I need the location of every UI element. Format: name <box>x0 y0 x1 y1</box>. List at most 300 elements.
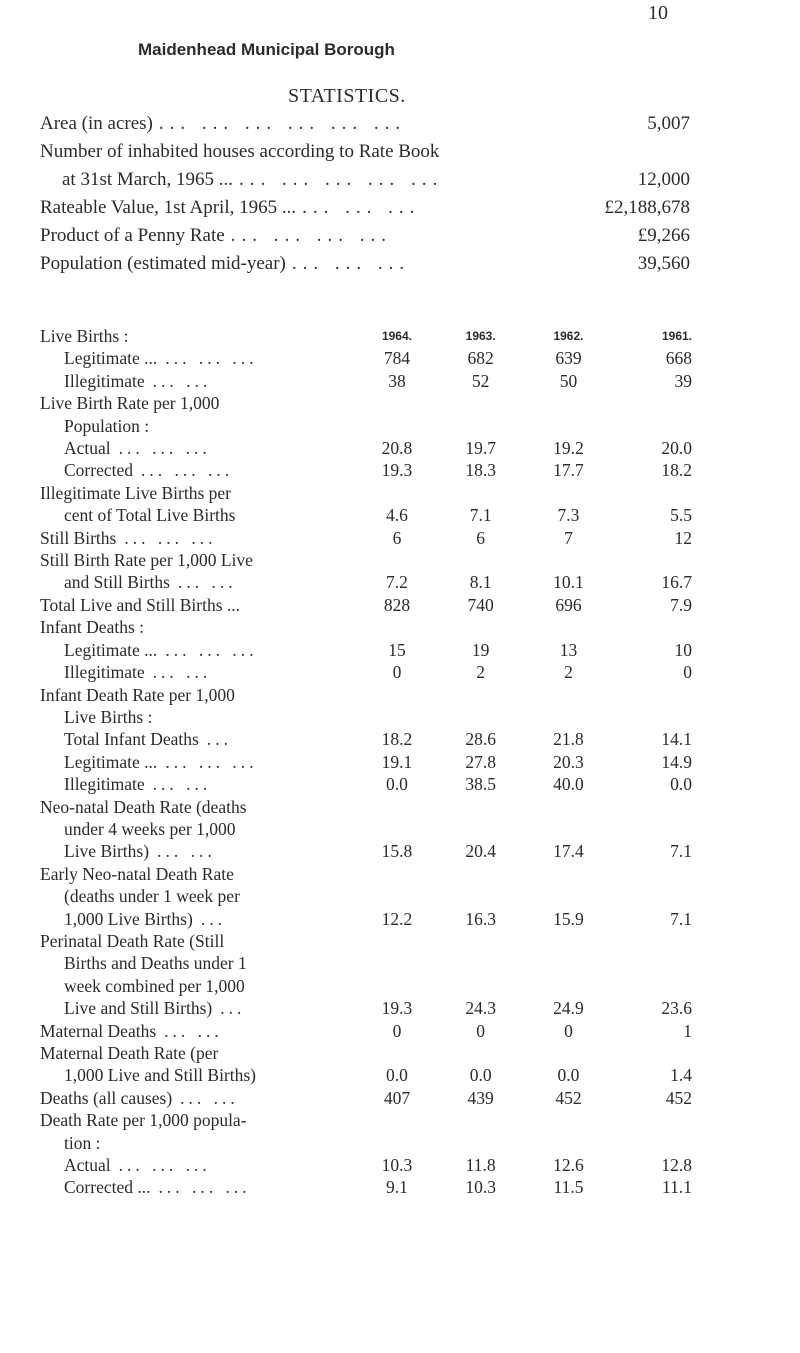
cell-value <box>361 616 432 638</box>
row-label <box>40 1042 361 1064</box>
cell-value: 13 <box>559 639 578 660</box>
cell-value <box>433 549 529 571</box>
row-label <box>40 975 361 997</box>
cell-value <box>608 1042 700 1064</box>
cell-value: 15.8 <box>381 841 413 862</box>
row-label-text: 1,000 Live and Still Births) <box>64 1065 257 1086</box>
year-header: 1964. <box>381 329 412 343</box>
stat-value: £9,266 <box>637 225 690 246</box>
cell-value: 4.6 <box>386 505 408 526</box>
row-label <box>40 639 361 661</box>
row-leader-dots: ... ... ... <box>118 1155 211 1176</box>
cell-value: 14.9 <box>661 751 692 772</box>
row-label <box>40 616 361 638</box>
row-label <box>40 661 361 683</box>
cell-value: 19.2 <box>553 438 584 459</box>
cell-value <box>608 1132 700 1154</box>
table-row <box>40 594 700 616</box>
cell-value: 2 <box>564 662 573 683</box>
table-row <box>40 347 700 369</box>
row-label-text: and Still Births <box>64 572 170 593</box>
row-label <box>40 571 361 593</box>
stat-leader-dots: ... ... ... <box>291 253 411 274</box>
stat-row <box>40 250 690 278</box>
row-leader-dots: ... ... <box>157 841 216 862</box>
stat-leader-dots: ... ... ... ... ... ... <box>158 113 407 134</box>
row-label <box>40 840 361 862</box>
table-row <box>40 751 700 773</box>
cell-value: 2 <box>476 662 486 683</box>
cell-value: 452 <box>555 1087 582 1108</box>
year-header: 1961. <box>661 329 692 343</box>
row-label-text: Still Births <box>40 527 117 548</box>
table-row <box>40 549 700 571</box>
cell-value: 1.4 <box>670 1065 692 1086</box>
table-row <box>40 1154 700 1176</box>
cell-value: 12.8 <box>661 1155 692 1176</box>
row-label-text: Births and Deaths under 1 <box>64 953 247 974</box>
row-label <box>40 370 361 392</box>
cell-value <box>529 392 609 414</box>
table-row <box>40 1042 700 1064</box>
cell-value: 439 <box>467 1087 494 1108</box>
cell-value <box>433 1109 529 1131</box>
cell-value: 20.0 <box>661 438 692 459</box>
cell-value <box>433 885 529 907</box>
cell-value <box>433 930 529 952</box>
vitals-heading: Live Births : <box>40 326 129 346</box>
cell-value: 19.3 <box>381 460 413 481</box>
table-row <box>40 975 700 997</box>
row-leader-dots: ... ... ... <box>118 438 211 459</box>
row-leader-dots: ... <box>200 908 226 929</box>
cell-value <box>529 975 609 997</box>
cell-value <box>608 863 700 885</box>
cell-value: 0.0 <box>469 1065 492 1086</box>
row-label <box>40 482 361 504</box>
cell-value: 19.3 <box>381 998 413 1019</box>
cell-value: 21.8 <box>553 729 584 750</box>
cell-value <box>433 706 529 728</box>
cell-value: 10.3 <box>465 1177 496 1198</box>
cell-value: 39 <box>674 370 692 391</box>
table-row <box>40 504 700 526</box>
row-label-text: Legitimate ... <box>64 348 158 369</box>
cell-value: 1 <box>683 1020 692 1041</box>
general-statistics <box>40 110 690 278</box>
cell-value: 5.5 <box>670 505 692 526</box>
cell-value <box>433 392 529 414</box>
row-label <box>40 908 361 930</box>
cell-value <box>608 930 700 952</box>
row-label <box>40 1176 361 1198</box>
table-row <box>40 908 700 930</box>
stat-row <box>40 110 690 138</box>
stat-row <box>40 166 690 194</box>
cell-value <box>433 818 529 840</box>
row-label <box>40 930 361 952</box>
cell-value: 11.1 <box>662 1177 692 1198</box>
cell-value <box>361 392 432 414</box>
cell-value: 16.7 <box>661 572 692 593</box>
row-leader-dots: ... ... ... <box>158 1177 251 1198</box>
table-row <box>40 885 700 907</box>
row-label-text: Illegitimate <box>64 662 145 683</box>
cell-value <box>361 796 432 818</box>
stat-leader-dots: ... ... ... ... ... <box>238 169 444 190</box>
cell-value <box>529 930 609 952</box>
cell-value: 20.4 <box>465 841 496 862</box>
cell-value: 784 <box>383 348 411 369</box>
row-label-text: Corrected ... <box>64 1177 151 1198</box>
cell-value: 6 <box>392 527 402 548</box>
cell-value <box>433 684 529 706</box>
row-label <box>40 1087 361 1109</box>
row-label <box>40 751 361 773</box>
cell-value <box>529 1042 609 1064</box>
table-row <box>40 1064 700 1086</box>
cell-value: 24.3 <box>465 998 496 1019</box>
table-row <box>40 616 700 638</box>
cell-value: 17.7 <box>553 460 584 481</box>
stat-label: Area (in acres) <box>40 113 153 134</box>
cell-value: 6 <box>476 527 486 548</box>
cell-value <box>608 1109 700 1131</box>
cell-value <box>361 482 432 504</box>
row-label <box>40 549 361 571</box>
cell-value <box>361 930 432 952</box>
table-row <box>40 527 700 549</box>
cell-value <box>608 975 700 997</box>
cell-value <box>361 1042 432 1064</box>
cell-value: 19.7 <box>465 438 496 459</box>
cell-value: 639 <box>555 348 582 369</box>
table-row <box>40 684 700 706</box>
row-leader-dots: ... ... ... <box>141 460 234 481</box>
row-label-text: week combined per 1,000 <box>64 975 245 996</box>
cell-value: 50 <box>559 370 578 391</box>
cell-value: 7.3 <box>557 505 580 526</box>
cell-value: 12.2 <box>381 908 413 929</box>
cell-value <box>361 818 432 840</box>
year-header-row <box>40 325 700 347</box>
cell-value: 20.3 <box>553 751 584 772</box>
cell-value: 0.0 <box>386 1065 408 1086</box>
cell-value <box>608 415 700 437</box>
cell-value: 7.9 <box>670 594 692 615</box>
row-label-text: Deaths (all causes) <box>40 1087 173 1108</box>
row-label <box>40 952 361 974</box>
cell-value <box>433 616 529 638</box>
cell-value: 828 <box>383 594 411 615</box>
table-row <box>40 370 700 392</box>
stat-value: £2,188,678 <box>604 197 690 218</box>
row-label-text: Maternal Death Rate (per <box>40 1043 219 1063</box>
cell-value <box>608 392 700 414</box>
cell-value: 38.5 <box>465 774 496 795</box>
table-row <box>40 930 700 952</box>
row-label-text: Legitimate ... <box>64 639 158 660</box>
table-row <box>40 1109 700 1131</box>
row-leader-dots: ... ... ... <box>124 527 217 548</box>
row-label-text: Perinatal Death Rate (Still <box>40 930 225 951</box>
row-label <box>40 504 361 526</box>
table-row <box>40 415 700 437</box>
vital-statistics-table <box>40 325 700 1199</box>
row-leader-dots: ... <box>220 998 246 1019</box>
cell-value <box>529 1109 609 1131</box>
cell-value <box>361 1132 432 1154</box>
row-label <box>40 1109 361 1131</box>
cell-value <box>608 706 700 728</box>
cell-value: 19 <box>471 639 490 660</box>
row-label <box>40 347 361 369</box>
statistics-heading: STATISTICS. <box>288 85 406 107</box>
cell-value: 11.5 <box>553 1177 584 1198</box>
table-row <box>40 840 700 862</box>
stat-label: at 31st March, 1965 ... <box>62 169 233 190</box>
cell-value <box>529 706 609 728</box>
row-label <box>40 1064 361 1086</box>
cell-value <box>529 549 609 571</box>
cell-value <box>433 952 529 974</box>
cell-value <box>361 415 432 437</box>
row-label-text: Corrected <box>64 460 133 481</box>
row-label <box>40 706 361 728</box>
cell-value: 0 <box>392 662 402 683</box>
cell-value: 10.1 <box>553 572 584 593</box>
cell-value: 18.2 <box>661 460 692 481</box>
row-leader-dots: ... ... <box>152 774 212 795</box>
cell-value: 682 <box>467 348 494 369</box>
stat-row <box>40 222 690 250</box>
cell-value <box>529 885 609 907</box>
row-label-text: Neo-natal Death Rate (deaths <box>40 796 247 817</box>
row-leader-dots: ... <box>206 729 232 750</box>
cell-value: 20.8 <box>381 438 413 459</box>
borough-title: Maidenhead Municipal Borough <box>138 40 395 59</box>
row-label-text: Illegitimate Live Births per <box>40 482 231 503</box>
row-leader-dots: ... ... <box>164 1020 223 1041</box>
cell-value: 14.1 <box>661 729 692 750</box>
cell-value <box>433 975 529 997</box>
row-label <box>40 773 361 795</box>
stat-value: 39,560 <box>637 253 690 274</box>
table-row <box>40 706 700 728</box>
cell-value: 12.6 <box>553 1155 584 1176</box>
table-row <box>40 796 700 818</box>
stat-leader-dots: ... ... ... <box>302 197 421 218</box>
row-leader-dots: ... ... ... <box>165 348 258 369</box>
cell-value <box>608 616 700 638</box>
cell-value: 10 <box>674 639 692 660</box>
table-row <box>40 773 700 795</box>
row-label-text: Still Birth Rate per 1,000 Live <box>40 550 253 571</box>
cell-value: 407 <box>383 1087 411 1108</box>
stat-value: 12,000 <box>637 169 690 190</box>
cell-value <box>529 796 609 818</box>
row-label-text: (deaths under 1 week per <box>64 886 240 907</box>
table-row <box>40 459 700 481</box>
row-label <box>40 728 361 750</box>
row-leader-dots: ... ... ... <box>165 751 258 772</box>
cell-value: 19.1 <box>381 751 413 772</box>
cell-value <box>433 863 529 885</box>
cell-value <box>529 415 609 437</box>
stat-label: Population (estimated mid-year) <box>40 253 286 274</box>
cell-value: 7.1 <box>469 505 492 526</box>
cell-value <box>433 1042 529 1064</box>
table-row <box>40 1020 700 1042</box>
table-row <box>40 818 700 840</box>
row-label-text: Total Infant Deaths <box>64 729 199 750</box>
row-label <box>40 1020 361 1042</box>
cell-value <box>608 482 700 504</box>
cell-value: 23.6 <box>661 998 692 1019</box>
stat-row <box>40 194 690 222</box>
row-leader-dots: ... ... <box>180 1087 239 1108</box>
stat-label: Rateable Value, 1st April, 1965 ... <box>40 197 297 218</box>
row-label-text: Live Birth Rate per 1,000 <box>40 393 220 414</box>
row-label <box>40 415 361 437</box>
year-header: 1962. <box>553 329 584 343</box>
table-row <box>40 639 700 661</box>
cell-value: 15.9 <box>553 908 584 929</box>
cell-value <box>529 952 609 974</box>
cell-value: 16.3 <box>465 908 496 929</box>
row-label-text: Live Births : <box>64 706 153 727</box>
cell-value: 27.8 <box>465 751 496 772</box>
cell-value <box>529 684 609 706</box>
row-label <box>40 997 361 1019</box>
row-label-text: Live and Still Births) <box>64 998 213 1019</box>
row-label-text: Legitimate ... <box>64 751 158 772</box>
cell-value: 0.0 <box>386 774 408 795</box>
cell-value: 740 <box>467 594 494 615</box>
cell-value: 7 <box>564 527 573 548</box>
row-label-text: Total Live and Still Births ... <box>40 594 241 615</box>
row-leader-dots: ... ... <box>152 662 212 683</box>
year-header: 1963. <box>465 329 496 343</box>
stat-value: 5,007 <box>647 113 690 134</box>
row-label-text: under 4 weeks per 1,000 <box>64 818 236 839</box>
cell-value: 38 <box>388 370 406 391</box>
cell-value: 28.6 <box>465 729 496 750</box>
row-label-text: Actual <box>64 438 111 459</box>
cell-value: 0 <box>564 1020 573 1041</box>
row-label-text: Illegitimate <box>64 774 145 795</box>
cell-value: 40.0 <box>553 774 584 795</box>
row-label-text: 1,000 Live Births) <box>64 908 193 929</box>
cell-value: 9.1 <box>386 1177 408 1198</box>
cell-value: 7.1 <box>670 908 692 929</box>
table-row <box>40 482 700 504</box>
cell-value: 15 <box>388 639 406 660</box>
cell-value <box>529 818 609 840</box>
table-row <box>40 1132 700 1154</box>
cell-value <box>608 885 700 907</box>
stat-label: Product of a Penny Rate <box>40 225 225 246</box>
cell-value: 0.0 <box>670 774 692 795</box>
row-label <box>40 527 361 549</box>
cell-value <box>529 863 609 885</box>
row-label <box>40 818 361 840</box>
cell-value <box>433 1132 529 1154</box>
row-label <box>40 1132 361 1154</box>
table-row <box>40 661 700 683</box>
table-row <box>40 952 700 974</box>
row-label-text: Death Rate per 1,000 popula- <box>40 1110 247 1131</box>
cell-value <box>608 684 700 706</box>
page-number: 10 <box>648 2 668 24</box>
cell-value <box>361 975 432 997</box>
stat-label: Number of inhabited houses according to Rate Book <box>40 141 440 162</box>
row-label-text: Population : <box>64 415 150 436</box>
cell-value <box>608 952 700 974</box>
cell-value <box>608 818 700 840</box>
cell-value: 12 <box>674 527 692 548</box>
cell-value: 17.4 <box>553 841 584 862</box>
cell-value <box>433 796 529 818</box>
cell-value: 10.3 <box>381 1155 413 1176</box>
cell-value <box>361 1109 432 1131</box>
row-label-text: cent of Total Live Births <box>64 505 236 526</box>
row-label <box>40 684 361 706</box>
cell-value <box>361 863 432 885</box>
cell-value <box>361 684 432 706</box>
cell-value: 0 <box>476 1020 486 1041</box>
cell-value <box>361 952 432 974</box>
cell-value: 0 <box>683 662 692 683</box>
table-row <box>40 728 700 750</box>
row-label-text: Infant Death Rate per 1,000 <box>40 684 235 705</box>
table-row <box>40 1087 700 1109</box>
row-label <box>40 594 361 616</box>
cell-value: 24.9 <box>553 998 584 1019</box>
cell-value <box>529 1132 609 1154</box>
row-label <box>40 392 361 414</box>
row-label-text: Actual <box>64 1155 111 1176</box>
row-label <box>40 863 361 885</box>
stat-row <box>40 138 690 166</box>
cell-value <box>361 885 432 907</box>
row-leader-dots: ... ... <box>152 370 212 391</box>
row-label <box>40 885 361 907</box>
cell-value: 18.3 <box>465 460 496 481</box>
row-leader-dots: ... ... ... <box>165 639 258 660</box>
table-row <box>40 392 700 414</box>
cell-value: 52 <box>471 370 490 391</box>
cell-value: 7.2 <box>386 572 408 593</box>
row-label <box>40 1154 361 1176</box>
cell-value <box>608 549 700 571</box>
cell-value: 7.1 <box>670 841 692 862</box>
cell-value <box>529 482 609 504</box>
cell-value: 0.0 <box>557 1065 580 1086</box>
cell-value: 668 <box>665 348 692 369</box>
cell-value: 452 <box>665 1087 692 1108</box>
row-label-text: Illegitimate <box>64 370 145 391</box>
table-row <box>40 997 700 1019</box>
table-row <box>40 571 700 593</box>
table-row <box>40 437 700 459</box>
cell-value: 8.1 <box>469 572 492 593</box>
row-leader-dots: ... ... <box>177 572 237 593</box>
cell-value <box>608 796 700 818</box>
table-row <box>40 1176 700 1198</box>
row-label-text: Infant Deaths : <box>40 617 144 638</box>
cell-value <box>361 549 432 571</box>
